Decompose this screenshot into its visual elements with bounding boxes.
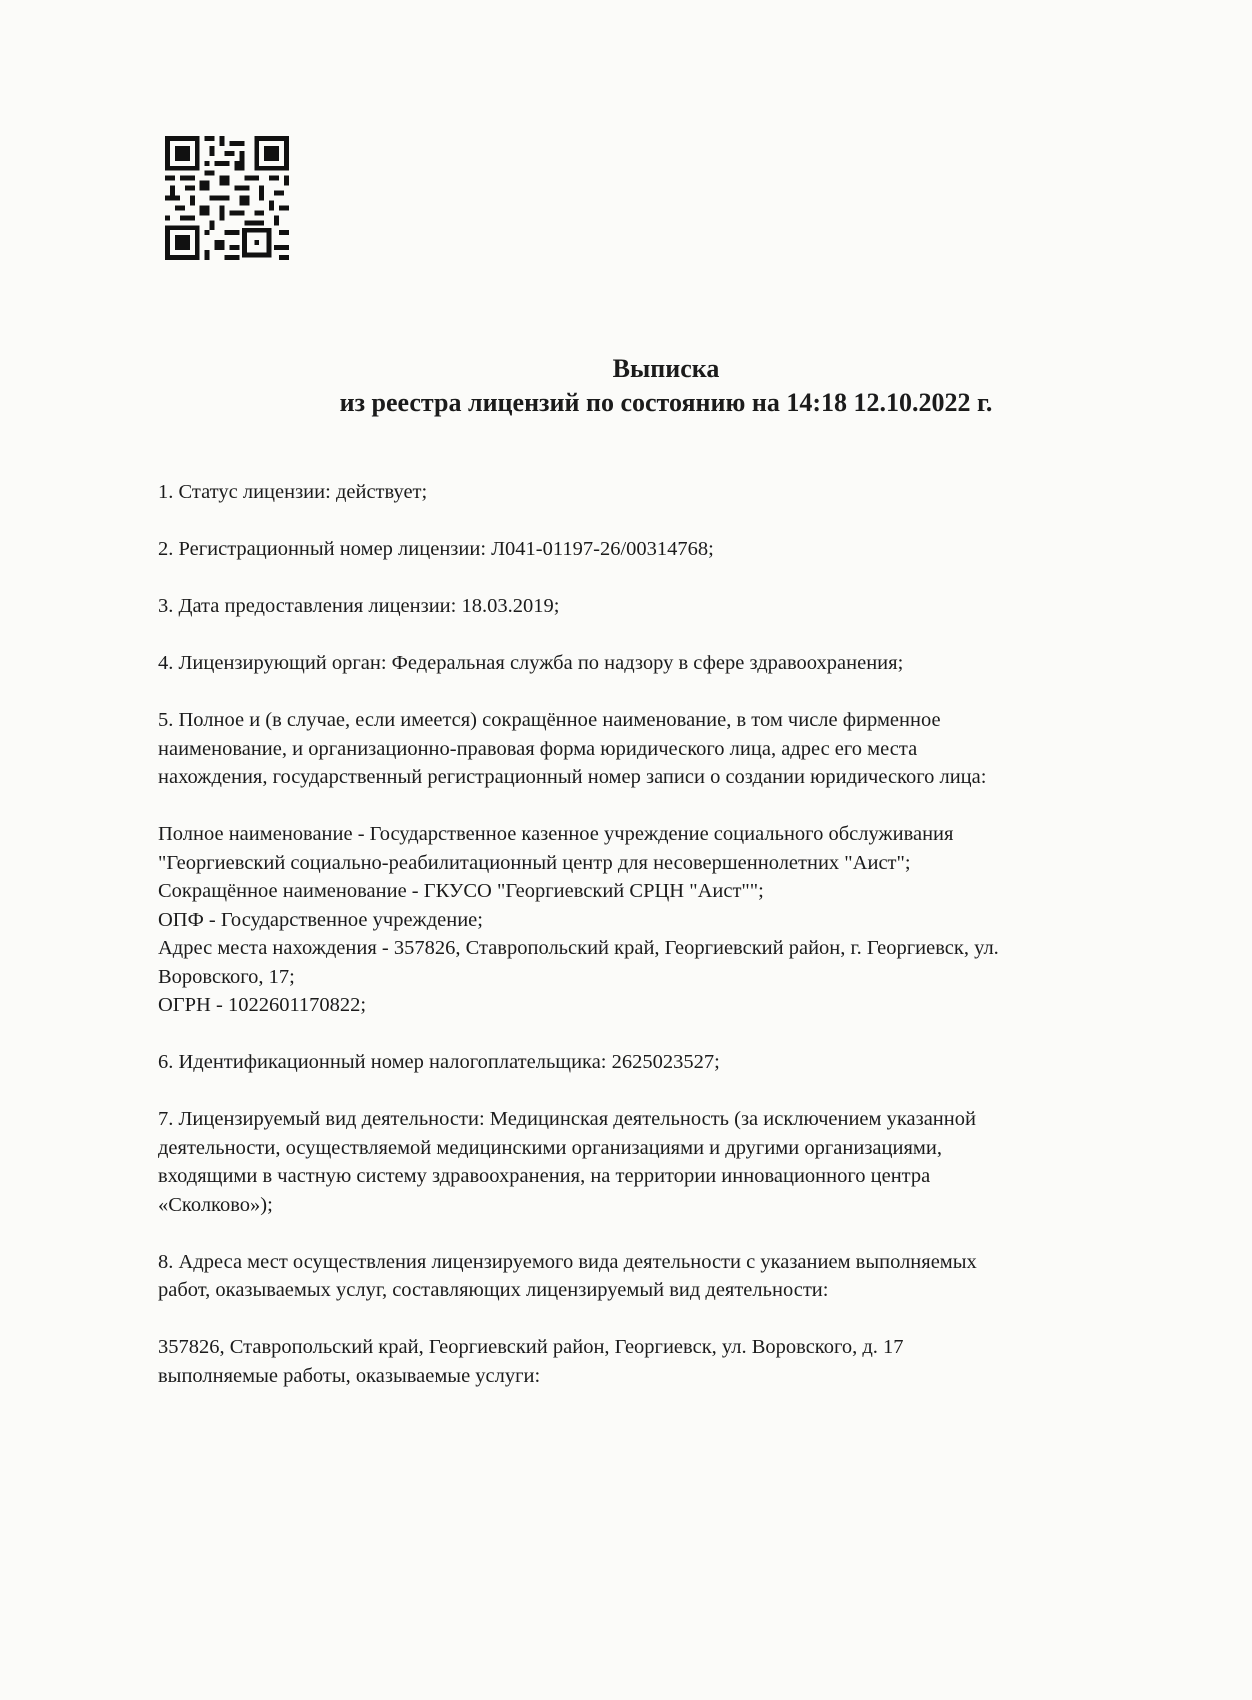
item-7-line: «Сколково»);: [158, 1193, 273, 1216]
address-continued: Воровского, 17;: [158, 965, 295, 988]
item-1-license-status: 1. Статус лицензии: действует;: [158, 481, 428, 503]
item-8-line: работ, оказываемых услуг, составляющих лицензируемый вид деятельности:: [158, 1279, 829, 1301]
item-8-line: 8. Адреса мест осуществления лицензируемого вида деятельности с указанием выполняемых: [158, 1250, 977, 1273]
item-7-line: деятельности, осуществляемой медицинскими организациями и другими организациями,: [158, 1136, 942, 1159]
full-name-continued: "Георгиевский социально-реабилитационный центр для несовершеннолетних "Аист";: [158, 851, 911, 874]
item-5-organization-info: [158, 706, 1138, 792]
item-5-line: наименование, и организационно-правовая форма юридического лица, адрес его места: [158, 737, 918, 760]
item-5-line: нахождения, государственный регистрационный номер записи о создании юридического лица:: [158, 766, 987, 788]
item-7-line: 7. Лицензируемый вид деятельности: Медицинская деятельность (за исключением указанной: [158, 1108, 976, 1130]
document-header: [0, 352, 1252, 420]
ogrn: ОГРН - 1022601170822;: [158, 994, 367, 1016]
item-7-activity-type: [158, 1105, 1138, 1219]
qr-code-icon: [165, 136, 289, 260]
address: Адрес места нахождения - 357826, Ставропольский край, Георгиевский район, г. Георгиевск, ул.: [158, 937, 999, 959]
document-body: [158, 478, 1138, 1390]
organization-details: [158, 820, 1138, 1020]
document-subtitle: из реестра лицензий по состоянию на 14:18 12.10.2022 г.: [339, 388, 993, 417]
place-address: 357826, Ставропольский край, Георгиевский район, Георгиевск, ул. Воровского, д. 17: [158, 1336, 904, 1358]
item-6-inn: 6. Идентификационный номер налогоплательщика: 2625023527;: [158, 1051, 720, 1073]
item-7-line: входящими в частную систему здравоохранения, на территории инновационного центра: [158, 1165, 931, 1187]
place-services-label: выполняемые работы, оказываемые услуги:: [158, 1364, 541, 1387]
item-5-line: 5. Полное и (в случае, если имеется) сокращённое наименование, в том числе фирменное: [158, 709, 941, 731]
item-8-activity-addresses: [158, 1248, 1138, 1305]
activity-place: [158, 1333, 1138, 1390]
legal-form: ОПФ - Государственное учреждение;: [158, 908, 483, 931]
item-3-issue-date: 3. Дата предоставления лицензии: 18.03.2019;: [158, 595, 560, 617]
item-2-registration-number: 2. Регистрационный номер лицензии: Л041-01197-26/00314768;: [158, 538, 714, 560]
short-name: Сокращённое наименование - ГКУСО "Георгиевский СРЦН "Аист"";: [158, 880, 764, 902]
item-4-licensing-authority: 4. Лицензирующий орган: Федеральная служба по надзору в сфере здравоохранения;: [158, 652, 904, 674]
document-title: Выписка: [612, 354, 720, 383]
full-name: Полное наименование - Государственное казенное учреждение социального обслуживания: [158, 823, 954, 845]
